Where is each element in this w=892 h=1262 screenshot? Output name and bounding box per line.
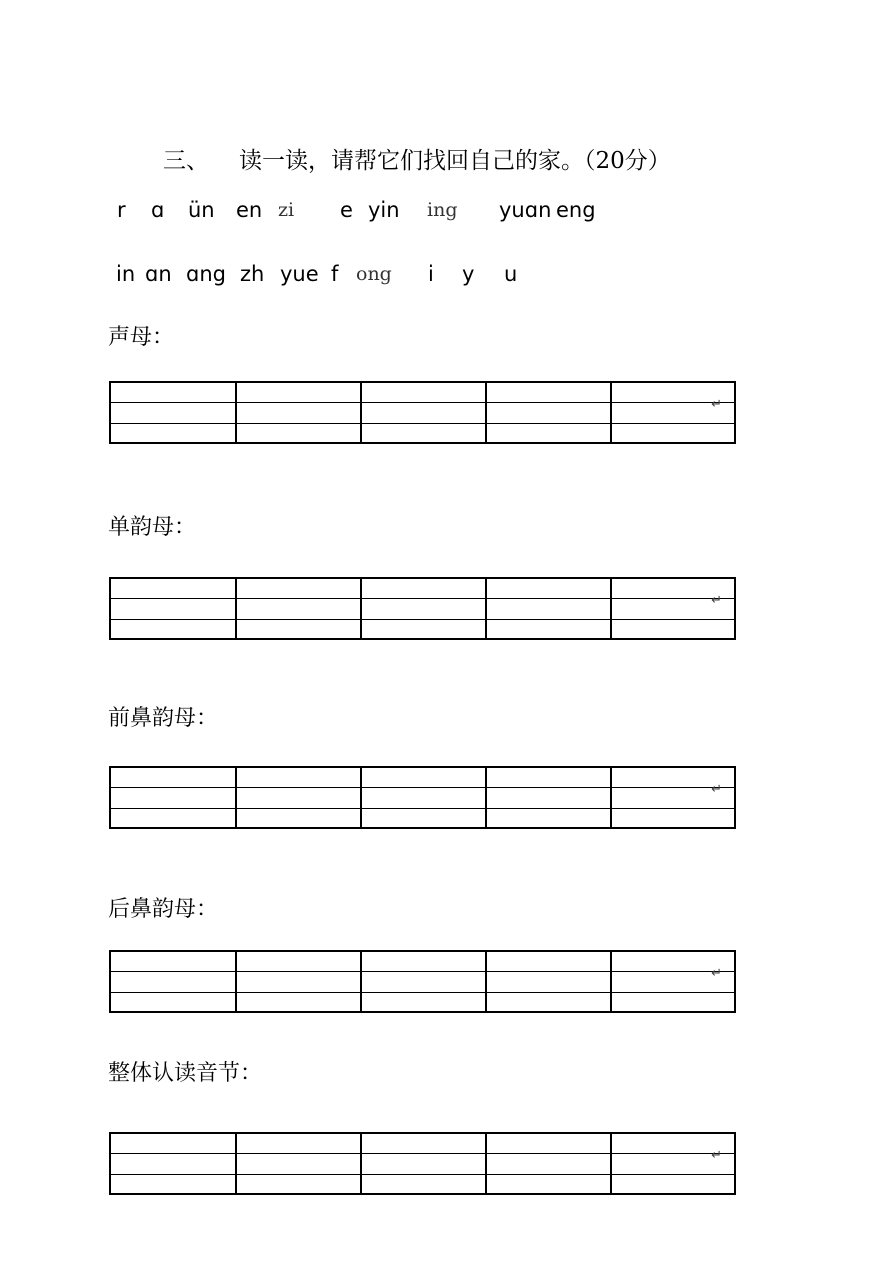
pinyin-item: yin [368, 198, 400, 222]
paragraph-mark-icon: ↵ [711, 397, 722, 412]
pinyin-item: f [331, 262, 339, 286]
pinyin-item: r [117, 198, 126, 222]
pinyin-item: zh [240, 262, 265, 286]
section-label-back-nasal-finals: 后鼻韵母： [108, 897, 219, 922]
pinyin-item: eng [556, 198, 596, 222]
section-label-single-finals: 单韵母： [108, 515, 197, 540]
pinyin-item: yue [280, 262, 319, 286]
paragraph-mark-icon: ↵ [711, 1148, 722, 1163]
pinyin-item: ɑ [151, 198, 165, 222]
pinyin-item: zi [278, 199, 295, 221]
section-label-whole-syllables: 整体认读音节： [108, 1061, 263, 1086]
pinyin-item: ong [356, 263, 392, 285]
pinyin-item: en [236, 198, 263, 222]
pinyin-row-1 [0, 196, 892, 224]
pinyin-item: ün [188, 198, 215, 222]
paragraph-mark-icon: ↵ [711, 593, 722, 608]
section-label-front-nasal-finals: 前鼻韵母： [108, 706, 219, 731]
question-heading [163, 146, 671, 176]
pinyin-item: ing [427, 199, 458, 221]
section-label-initials: 声母： [108, 325, 175, 350]
answer-grid-back-nasal-finals[interactable] [109, 950, 736, 1013]
pinyin-item: u [504, 262, 518, 286]
pinyin-item: i [428, 262, 434, 286]
answer-grid-front-nasal-finals[interactable] [109, 766, 736, 829]
pinyin-item: in [116, 262, 136, 286]
pinyin-item: ɑn [145, 262, 172, 286]
question-text: 读一读，请帮它们找回自己的家。（20分） [239, 148, 671, 174]
answer-grid-single-finals[interactable] [109, 577, 736, 640]
pinyin-item: yuɑn [499, 198, 552, 222]
pinyin-row-2 [0, 260, 892, 288]
pinyin-item: e [340, 198, 353, 222]
answer-grid-whole-syllables[interactable] [109, 1132, 736, 1195]
paragraph-mark-icon: ↵ [711, 966, 722, 981]
question-number: 三、 [163, 148, 209, 174]
answer-grid-initials[interactable] [109, 381, 736, 444]
paragraph-mark-icon: ↵ [711, 782, 722, 797]
pinyin-item: y [462, 262, 475, 286]
pinyin-item: ɑng [186, 262, 226, 286]
